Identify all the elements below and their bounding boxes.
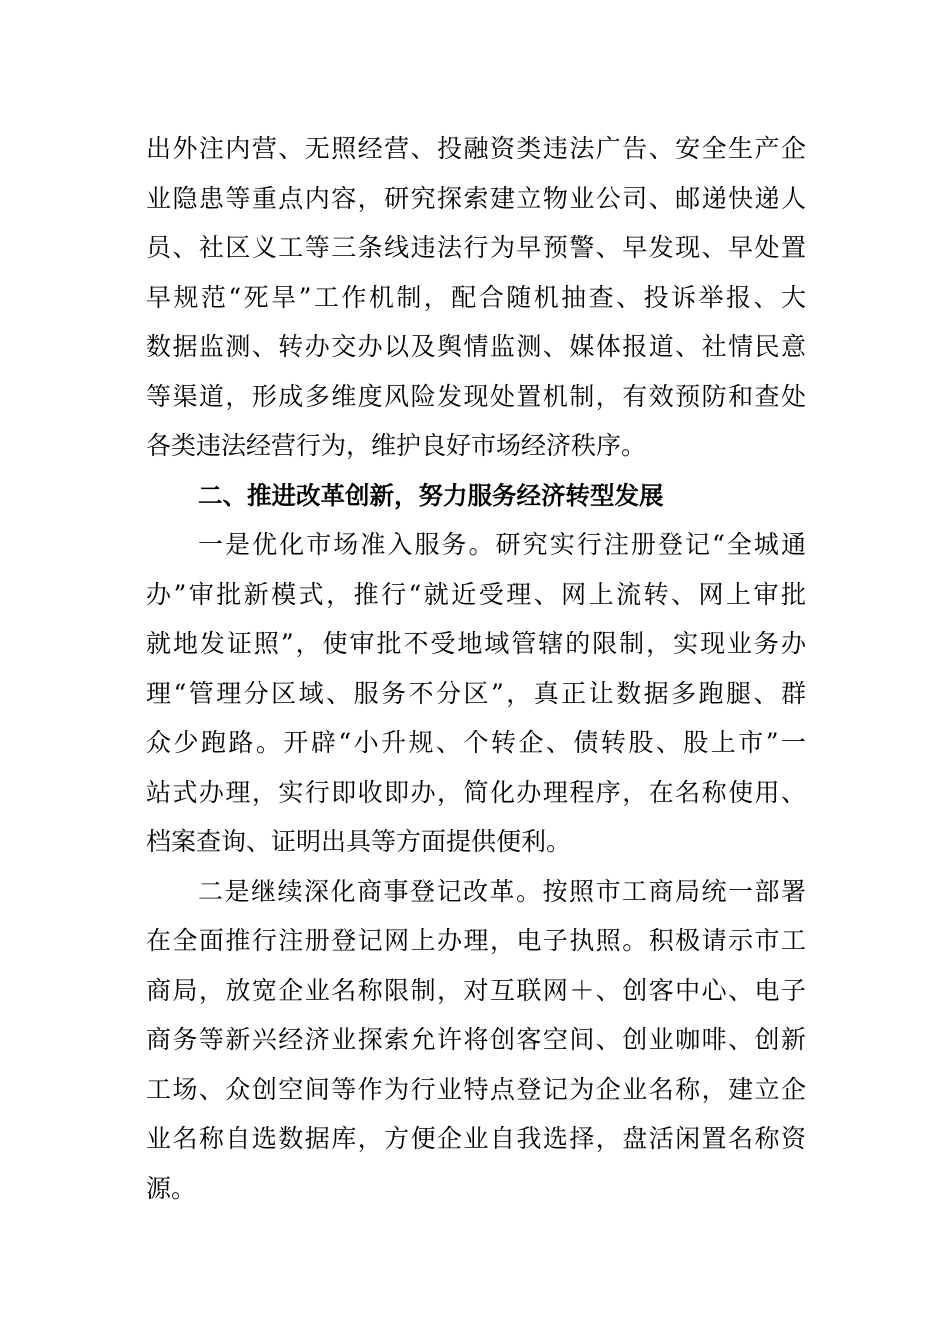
text-line: 二是继续深化商事登记改革。按照市工商局统一部署: [198, 876, 806, 906]
text-line: 各类违法经营行为，维护良好市场经济秩序。: [146, 431, 647, 460]
text-line: 数据监测、转办交办以及舆情监测、媒体报道、社情民意: [146, 332, 806, 361]
text-line: 理“管理分区域、服务不分区”，真正让数据多跑腿、群: [146, 678, 806, 708]
text-line: 众少跑路。开辟“小升规、个转企、债转股、股上市”一: [146, 728, 806, 757]
text-line: 就地发证照”，使审批不受地域管辖的限制，实现业务办: [146, 629, 806, 658]
text-line: 档案查询、证明出具等方面提供便利。: [146, 827, 572, 856]
text-line: 办”审批新模式，推行“就近受理、网上流转、网上审批: [146, 579, 806, 609]
heading-text: 二、推进改革创新，努力服务经济转型发展: [198, 480, 664, 510]
text-line: 业隐患等重点内容，研究探索建立物业公司、邮递快递人: [146, 183, 806, 213]
text-line: 员、社区义工等三条线违法行为早预警、早发现、早处置: [146, 233, 806, 262]
text-line: 商局，放宽企业名称限制，对互联网＋、创客中心、电子: [146, 975, 806, 1005]
text-line: 在全面推行注册登记网上办理，电子执照。积极请示市工: [146, 926, 806, 955]
paragraph-market-access: [146, 520, 806, 867]
text-line: 业名称自选数据库，方便企业自我选择，盘活闲置名称资: [146, 1124, 806, 1153]
text-line: 出外注内营、无照经营、投融资类违法广告、安全生产企: [146, 134, 806, 163]
text-line: 源。: [146, 1173, 197, 1203]
text-line: 商务等新兴经济业探索允许将创客空间、创业咖啡、创新: [146, 1025, 806, 1054]
text-line: 站式办理，实行即收即办，简化办理程序，在名称使用、: [146, 777, 806, 807]
text-line: 工场、众创空间等作为行业特点登记为企业名称，建立企: [146, 1074, 806, 1104]
section-heading: [146, 471, 806, 521]
paragraph-risk-prevention: [146, 124, 806, 471]
text-line: 等渠道，形成多维度风险发现处置机制，有效预防和查处: [146, 381, 806, 411]
text-line: 一是优化市场准入服务。研究实行注册登记“全城通: [198, 530, 806, 559]
paragraph-registration-reform: [146, 867, 806, 1214]
text-line: 早规范“死旱”工作机制，配合随机抽查、投诉举报、大: [146, 282, 806, 312]
document-body: [146, 124, 806, 1213]
